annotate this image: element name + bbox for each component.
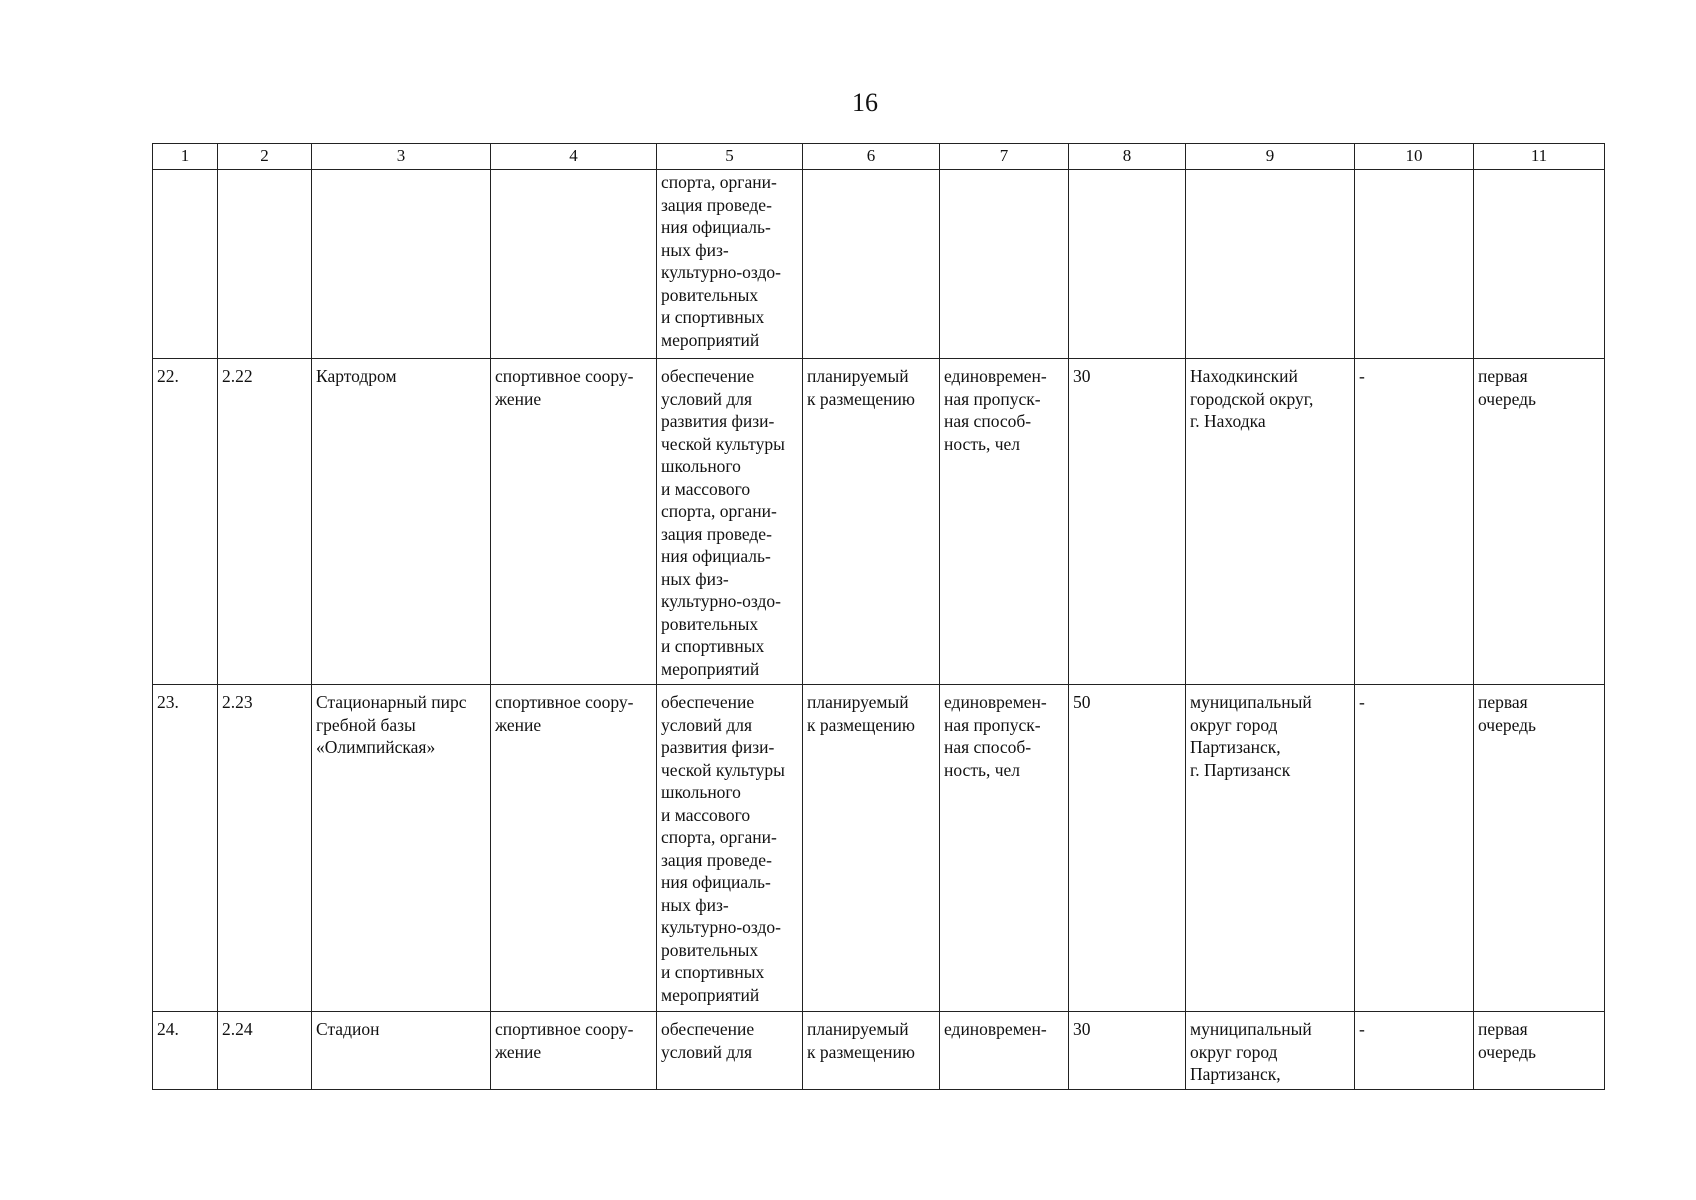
column-header: 9 [1186,144,1355,170]
column-header: 4 [491,144,657,170]
table-cell [1186,170,1355,359]
status-cell: планируемый к размещению [803,359,940,685]
column-header: 2 [218,144,312,170]
object-type-cell: спортивное соору- жение [491,685,657,1012]
code-cell: 2.23 [218,685,312,1012]
data-table [152,143,1605,1090]
object-name-cell: Стадион [312,1012,491,1090]
value-cell: 30 [1069,1012,1186,1090]
object-name-cell: Стационарный пирс гребной базы «Олимпийская» [312,685,491,1012]
location-cell: муниципальный округ город Партизанск, г. Партизанск [1186,685,1355,1012]
table-cell [1474,170,1605,359]
code-cell: 2.22 [218,359,312,685]
column-header: 8 [1069,144,1186,170]
status-cell: планируемый к размещению [803,685,940,1012]
object-name-cell: Картодром [312,359,491,685]
table-row [153,1012,1605,1090]
location-cell: муниципальный округ город Партизанск, [1186,1012,1355,1090]
row-number-cell: 22. [153,359,218,685]
object-type-cell: спортивное соору- жение [491,359,657,685]
table-cell [803,170,940,359]
table-cell [153,170,218,359]
column-header: 11 [1474,144,1605,170]
location-cell: Находкинский городской округ, г. Находка [1186,359,1355,685]
status-cell: планируемый к размещению [803,1012,940,1090]
table-cell [218,170,312,359]
code-cell: 2.24 [218,1012,312,1090]
column-header: 3 [312,144,491,170]
characteristic-cell: единовремен- ная пропуск- ная способ- ность, чел [940,685,1069,1012]
header-row [153,144,1605,170]
table-cell [1069,170,1186,359]
column-header: 6 [803,144,940,170]
row-number-cell: 24. [153,1012,218,1090]
row-number-cell: 23. [153,685,218,1012]
zone-cell: - [1355,359,1474,685]
characteristic-cell: единовремен- ная пропуск- ная способ- ность, чел [940,359,1069,685]
table-cell [312,170,491,359]
object-type-cell: спортивное соору- жение [491,1012,657,1090]
column-header: 5 [657,144,803,170]
column-header: 1 [153,144,218,170]
table-row-continuation [153,170,1605,359]
characteristic-cell: единовремен- [940,1012,1069,1090]
stage-cell: первая очередь [1474,685,1605,1012]
table-row [153,685,1605,1012]
stage-cell: первая очередь [1474,359,1605,685]
purpose-cell: обеспечение условий для [657,1012,803,1090]
column-header: 7 [940,144,1069,170]
purpose-cell: обеспечение условий для развития физи- ческой культуры школьного и массового спорта, органи- зация проведе- ния официаль- ных физ- культурно-оздо- ровительных и спортивных мероприятий [657,685,803,1012]
table-cell: спорта, органи- зация проведе- ния официаль- ных физ- культурно-оздо- ровительных и спортивных мероприятий [657,170,803,359]
table-cell [1355,170,1474,359]
column-header: 10 [1355,144,1474,170]
zone-cell: - [1355,1012,1474,1090]
purpose-cell: обеспечение условий для развития физи- ческой культуры школьного и массового спорта, органи- зация проведе- ния официаль- ных физ- культурно-оздо- ровительных и спортивных мероприятий [657,359,803,685]
table-cell [940,170,1069,359]
zone-cell: - [1355,685,1474,1012]
value-cell: 30 [1069,359,1186,685]
table-row [153,359,1605,685]
value-cell: 50 [1069,685,1186,1012]
stage-cell: первая очередь [1474,1012,1605,1090]
page-number: 16 [852,88,878,117]
table-cell [491,170,657,359]
